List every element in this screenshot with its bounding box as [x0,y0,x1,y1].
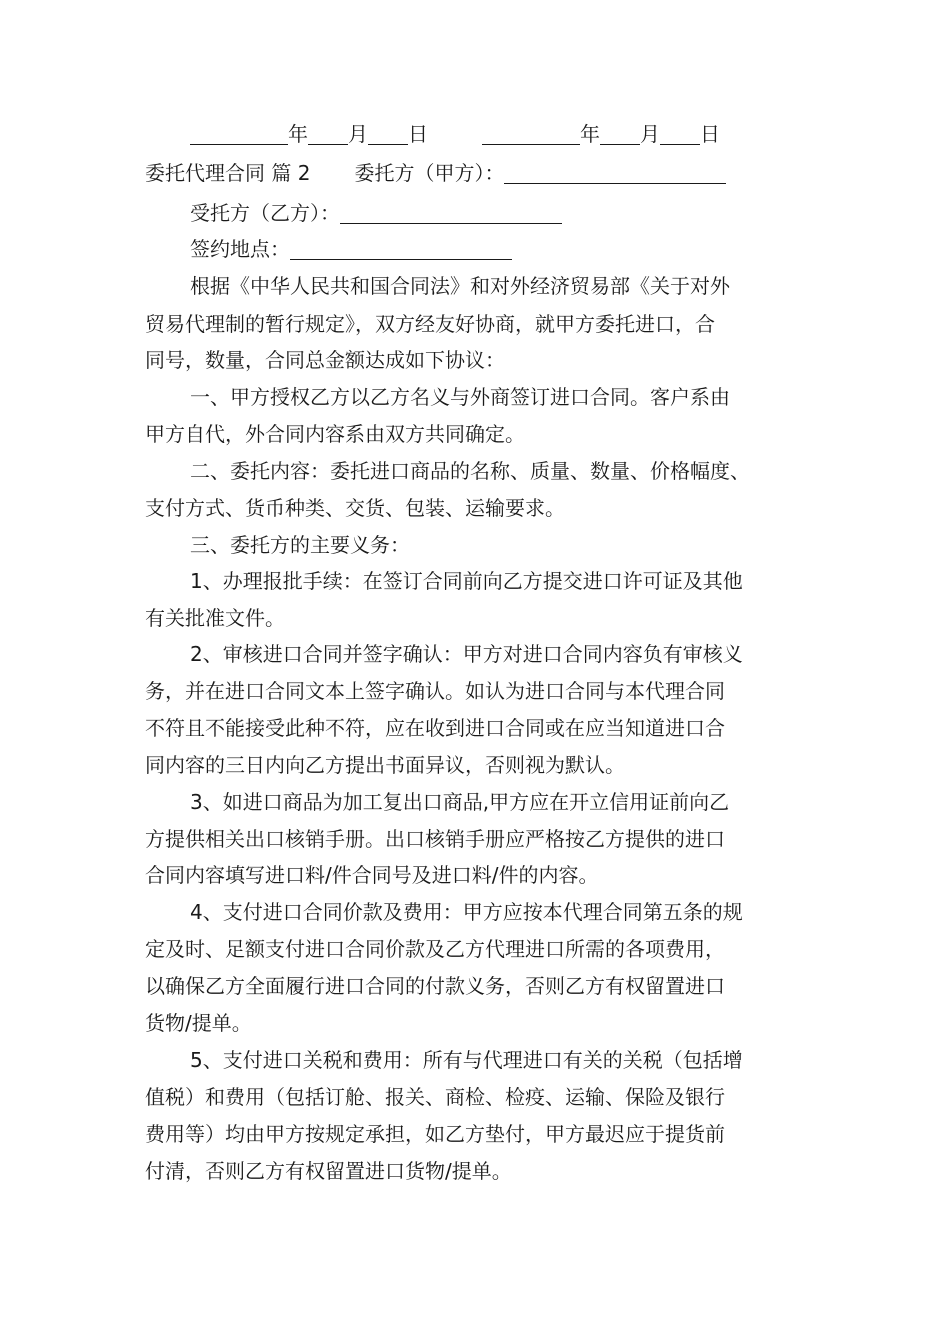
body-line: 甲方自代，外合同内容系由双方共同确定。 [145,422,525,446]
day-blank[interactable] [660,120,700,145]
body-line: 有关批准文件。 [145,606,285,630]
year-label: 年 [580,122,600,146]
client-label: 委托方（甲方）： [354,161,505,185]
body-line: 2、审核进口合同并签字确认：甲方对进口合同内容负有审核义 [190,642,743,666]
day-blank[interactable] [368,120,408,145]
year-label: 年 [288,122,308,146]
body-line: 三、委托方的主要义务： [190,533,410,557]
day-label: 日 [408,122,428,146]
body-line: 费用等）均由甲方按规定承担，如乙方垫付，甲方最迟应于提货前 [145,1122,725,1146]
contract-header-row [145,155,726,191]
body-line: 定及时、足额支付进口合同价款及乙方代理进口所需的各项费用， [145,937,725,961]
year-blank[interactable] [482,120,580,145]
body-line: 付清，否则乙方有权留置进口货物/提单。 [145,1159,512,1183]
body-line: 贸易代理制的暂行规定》，双方经友好协商，就甲方委托进口，合 [145,312,715,336]
location-row [190,231,512,267]
day-label: 日 [700,122,720,146]
body-line: 1、办理报批手续：在签订合同前向乙方提交进口许可证及其他 [190,569,743,593]
body-line: 5、支付进口关税和费用：所有与代理进口有关的关税（包括增 [190,1048,743,1072]
signature-date-agent [482,116,720,152]
location-label: 签约地点： [190,237,290,261]
body-line: 一、甲方授权乙方以乙方名义与外商签订进口合同。客户系由 [190,385,730,409]
client-name-blank[interactable] [504,159,726,184]
body-line: 支付方式、货币种类、交货、包装、运输要求。 [145,496,565,520]
body-line: 二、委托内容：委托进口商品的名称、质量、数量、价格幅度、 [190,459,750,483]
agent-row [190,195,562,231]
agent-label: 受托方（乙方）： [190,201,340,225]
year-blank[interactable] [190,120,288,145]
location-blank[interactable] [290,235,512,260]
body-line: 同内容的三日内向乙方提出书面异议，否则视为默认。 [145,753,625,777]
body-line: 3、如进口商品为加工复出口商品,甲方应在开立信用证前向乙 [190,790,730,814]
contract-title: 委托代理合同 篇 2 [145,161,311,185]
body-line: 根据《中华人民共和国合同法》和对外经济贸易部《关于对外 [190,274,730,298]
body-line: 货物/提单。 [145,1011,252,1035]
month-label: 月 [640,122,660,146]
body-line: 合同内容填写进口料/件合同号及进口料/件的内容。 [145,863,599,887]
body-line: 方提供相关出口核销手册。出口核销手册应严格按乙方提供的进口 [145,827,725,851]
signature-date-client [190,116,428,152]
month-blank[interactable] [600,120,640,145]
month-label: 月 [348,122,368,146]
body-line: 同号，数量，合同总金额达成如下协议： [145,348,505,372]
month-blank[interactable] [308,120,348,145]
body-line: 4、支付进口合同价款及费用：甲方应按本代理合同第五条的规 [190,900,743,924]
agent-name-blank[interactable] [340,199,562,224]
body-line: 不符且不能接受此种不符，应在收到进口合同或在应当知道进口合 [145,716,725,740]
body-line: 务，并在进口合同文本上签字确认。如认为进口合同与本代理合同 [145,679,725,703]
body-line: 值税）和费用（包括订舱、报关、商检、检疫、运输、保险及银行 [145,1085,725,1109]
body-line: 以确保乙方全面履行进口合同的付款义务，否则乙方有权留置进口 [145,974,725,998]
